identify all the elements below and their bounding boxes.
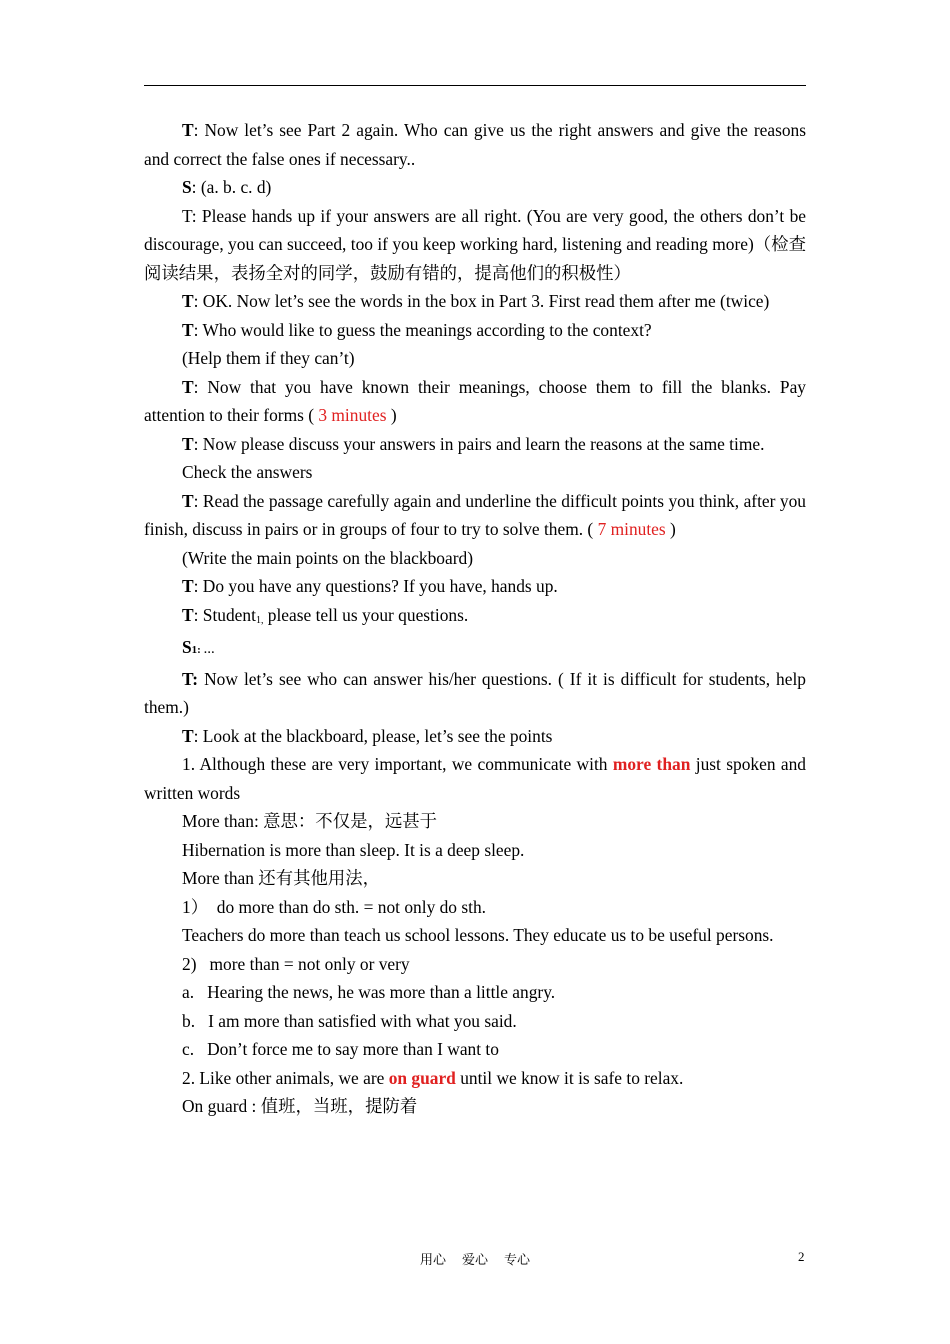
paragraph: T: Look at the blackboard, please, let’s see the points: [182, 725, 553, 746]
paragraph: T: Now let’s see Part 2 again. Who can give us the right answers and give the reasons and correct the false ones if necessary..: [144, 120, 806, 169]
speaker-label: T: [182, 725, 194, 746]
time-note: 7 minutes: [597, 519, 666, 539]
paragraph: Hibernation is more than sleep. It is a deep sleep.: [182, 839, 525, 860]
paragraph: T: Read the passage carefully again and underline the difficult points you think, after you finish, discuss in pairs or in groups of four to try to solve them. ( 7 minutes ): [144, 490, 806, 539]
paragraph: More than 还有其他用法，: [182, 868, 381, 888]
speaker-label: T: [182, 319, 194, 340]
paragraph: 1） do more than do sth. = not only do sth.: [182, 896, 486, 917]
paragraph: More than: 意思：不仅是，远甚于: [182, 811, 438, 831]
paragraph: Teachers do more than teach us school lessons. They educate us to be useful persons.: [182, 925, 774, 945]
paragraph: T: Student$_{1,}$ please tell us your questions.: [182, 604, 469, 626]
document-body: [144, 116, 806, 1121]
paragraph: T: Now please discuss your answers in pairs and learn the reasons at the same time.: [182, 433, 765, 454]
speaker-label: T: [182, 576, 194, 596]
speaker-label: T: [182, 433, 194, 454]
paragraph: (Help them if they can’t): [182, 348, 355, 368]
speaker-label: S: [182, 637, 192, 657]
paragraph: 2) more than = not only or very: [182, 953, 410, 974]
list-item: c. Don’t force me to say more than I want to: [182, 1039, 499, 1059]
page-footer: [0, 1249, 950, 1269]
speaker-label: T: [182, 604, 194, 625]
key-phrase: on guard: [388, 1067, 456, 1088]
paragraph: T: Now let’s see who can answer his/her questions. ( If it is difficult for students, help them.): [144, 668, 806, 717]
list-item: b. I am more than satisfied with what you said.: [182, 1010, 517, 1031]
paragraph: 1. Although these are very important, we communicate with more than just spoken and written words: [144, 754, 807, 803]
key-phrase: more than: [612, 754, 691, 774]
speaker-label: T: [182, 490, 194, 511]
paragraph: S1: …: [182, 637, 215, 657]
paragraph: T: Now that you have known their meanings, choose them to fill the blanks. Pay attention to their forms ( 3 minutes ): [144, 376, 806, 425]
speaker-label: T: [182, 376, 194, 397]
footer-motto: 用心 爱心 专心: [419, 1252, 531, 1267]
page-number: 2: [798, 1249, 805, 1264]
paragraph: (Write the main points on the blackboard): [182, 547, 473, 568]
paragraph: Check the answers: [182, 462, 313, 482]
paragraph: S: (a. b. c. d): [182, 177, 272, 197]
speaker-label: S: [182, 177, 192, 197]
paragraph: T: Who would like to guess the meanings according to the context?: [182, 319, 652, 340]
speaker-label: T: [182, 291, 194, 311]
list-item: a. Hearing the news, he was more than a little angry.: [182, 982, 556, 1002]
paragraph: T: Please hands up if your answers are all right. (You are very good, the others don’t be discourage, you can succeed, too if you keep working hard, listening and reading more)（检查阅读结果，表扬全对的同学，鼓励有错的，提高他们的积极性）: [144, 205, 806, 283]
paragraph: On guard : 值班，当班，提防着: [182, 1096, 418, 1116]
time-note: 3 minutes: [318, 405, 387, 425]
header-rule: [144, 85, 806, 86]
paragraph: T: OK. Now let’s see the words in the box in Part 3. First read them after me (twice): [182, 291, 770, 311]
speaker-label: T: [182, 120, 194, 140]
paragraph: 2. Like other animals, we are on guard until we know it is safe to relax.: [182, 1067, 684, 1088]
speaker-label: T:: [182, 668, 199, 689]
paragraph: T: Do you have any questions? If you have, hands up.: [182, 576, 558, 596]
